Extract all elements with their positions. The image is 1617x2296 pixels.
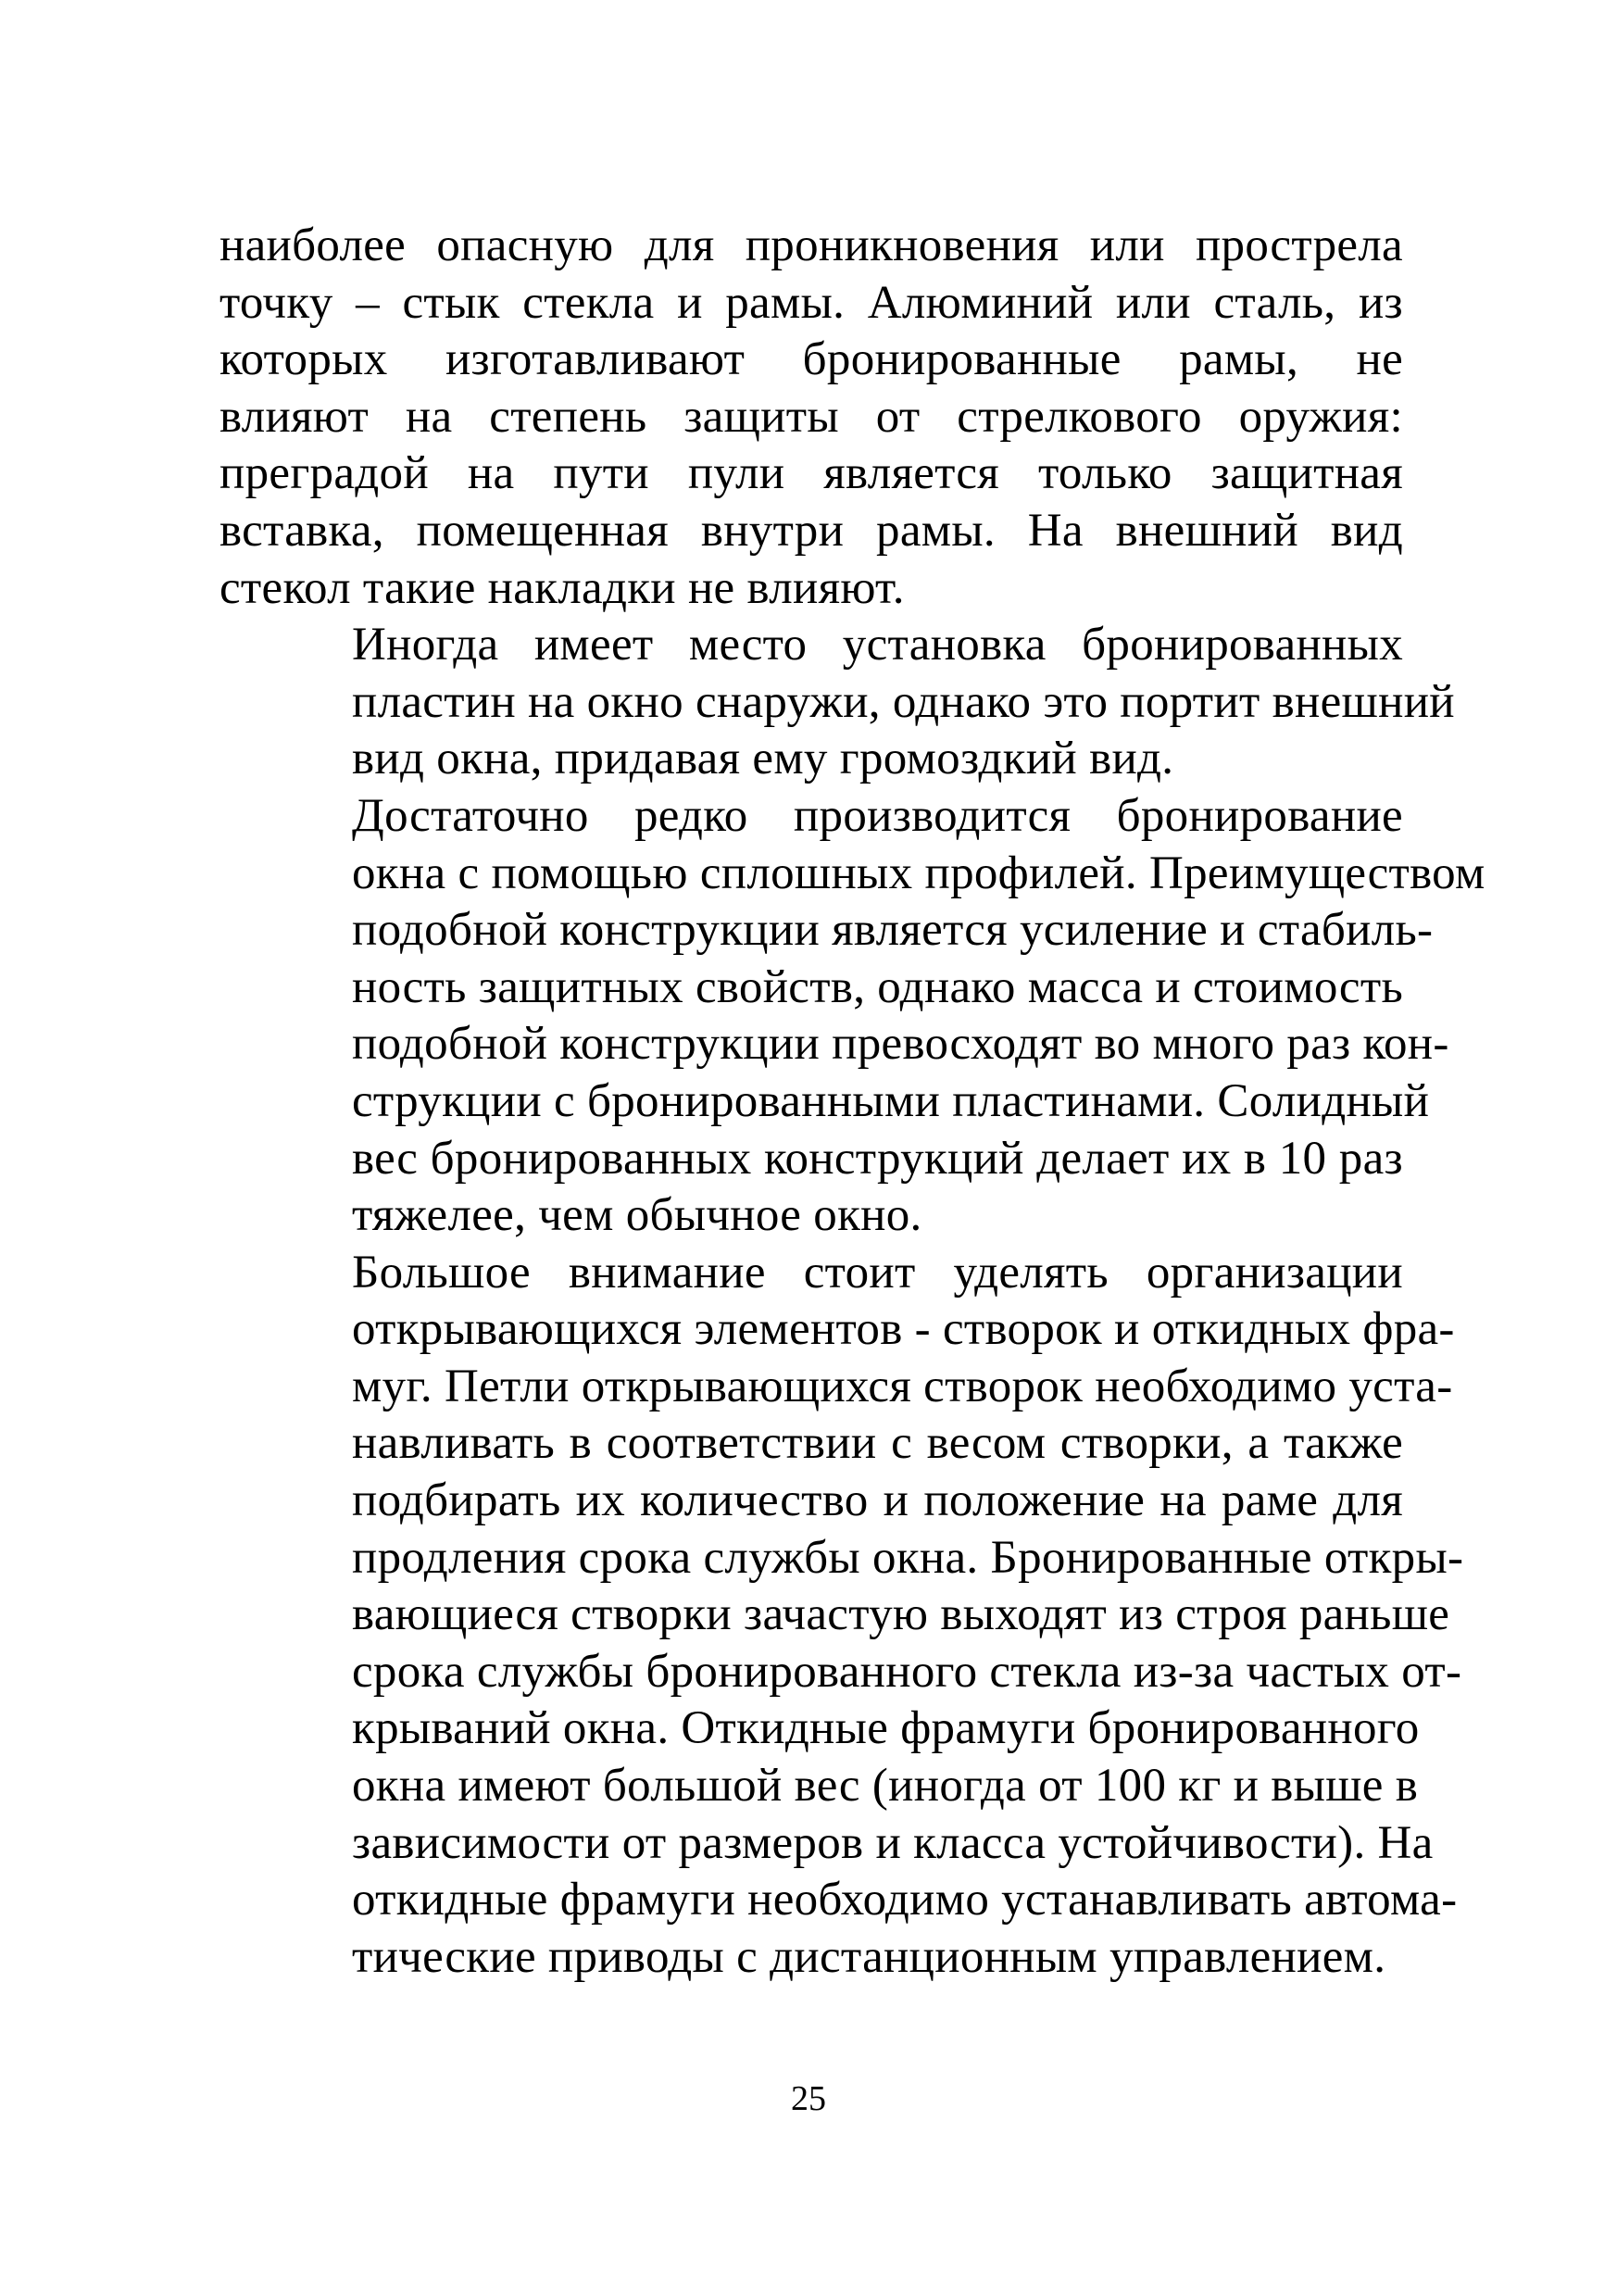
- text-line: окна имеют большой вес (иногда от 100 кг и выше в: [352, 1760, 1419, 1813]
- text-line: точку – стык стекла и рамы. Алюминий или сталь, из: [219, 276, 1403, 329]
- text-line: открывающихся элементов - створок и откидных фра-: [352, 1303, 1455, 1356]
- text-line: крываний окна. Откидные фрамуги бронированного: [352, 1702, 1420, 1755]
- text-line: вставка, помещенная внутри рамы. На внешний вид: [219, 504, 1403, 557]
- text-line: тические приводы с дистанционным управлением.: [352, 1930, 1386, 1983]
- text-line: Иногда имеет место установка бронированных: [352, 619, 1403, 671]
- paragraph: [219, 788, 1485, 1245]
- text-line: влияют на степень защиты от стрелкового оружия:: [219, 390, 1403, 443]
- text-line: навливать в соответствии с весом створки, а также: [352, 1417, 1403, 1470]
- text-line: тяжелее, чем обычное окно.: [352, 1189, 922, 1242]
- text-line: струкции с бронированными пластинами. Солидный: [352, 1074, 1430, 1127]
- text-line: Большое внимание стоит уделять организации: [352, 1246, 1403, 1299]
- text-line: Достаточно редко производится бронирование: [352, 789, 1403, 842]
- text-line: муг. Петли открывающихся створок необходимо уста-: [352, 1360, 1453, 1412]
- paragraph: [219, 218, 1403, 617]
- text-line: которых изготавливают бронированные рамы, не: [219, 333, 1403, 386]
- text-line: ность защитных свойств, однако масса и стоимость: [352, 960, 1404, 1013]
- text-line: подобной конструкции является усиление и стабиль-: [352, 904, 1434, 957]
- text-line: продления срока службы окна. Бронированные откры-: [352, 1531, 1464, 1584]
- body-text: [219, 218, 1485, 1986]
- text-line: откидные фрамуги необходимо устанавливать автома-: [352, 1874, 1458, 1926]
- text-line: подбирать их количество и положение на раме для: [352, 1474, 1403, 1527]
- text-line: подобной конструкции превосходят во много раз кон-: [352, 1018, 1449, 1071]
- text-line: вес бронированных конструкций делает их в 10 раз: [352, 1132, 1403, 1185]
- page-number: 25: [791, 2079, 826, 2118]
- text-line: срока службы бронированного стекла из-за частых от-: [352, 1645, 1462, 1698]
- paragraph: [219, 617, 1455, 788]
- text-line: вающиеся створки зачастую выходят из строя раньше: [352, 1588, 1450, 1641]
- text-line: стекол такие накладки не влияют.: [219, 561, 905, 614]
- text-line: пластин на окно снаружи, однако это портит внешний: [352, 675, 1455, 728]
- text-line: преградой на пути пули является только защитная: [219, 447, 1403, 500]
- text-line: наиболее опасную для проникновения или прострела: [219, 220, 1403, 271]
- text-line: зависимости от размеров и класса устойчивости). На: [352, 1816, 1434, 1869]
- text-line: окна с помощью сплошных профилей. Преимуществом: [352, 847, 1485, 899]
- paragraph: [219, 1245, 1464, 1987]
- text-line: вид окна, придавая ему громоздкий вид.: [352, 733, 1174, 785]
